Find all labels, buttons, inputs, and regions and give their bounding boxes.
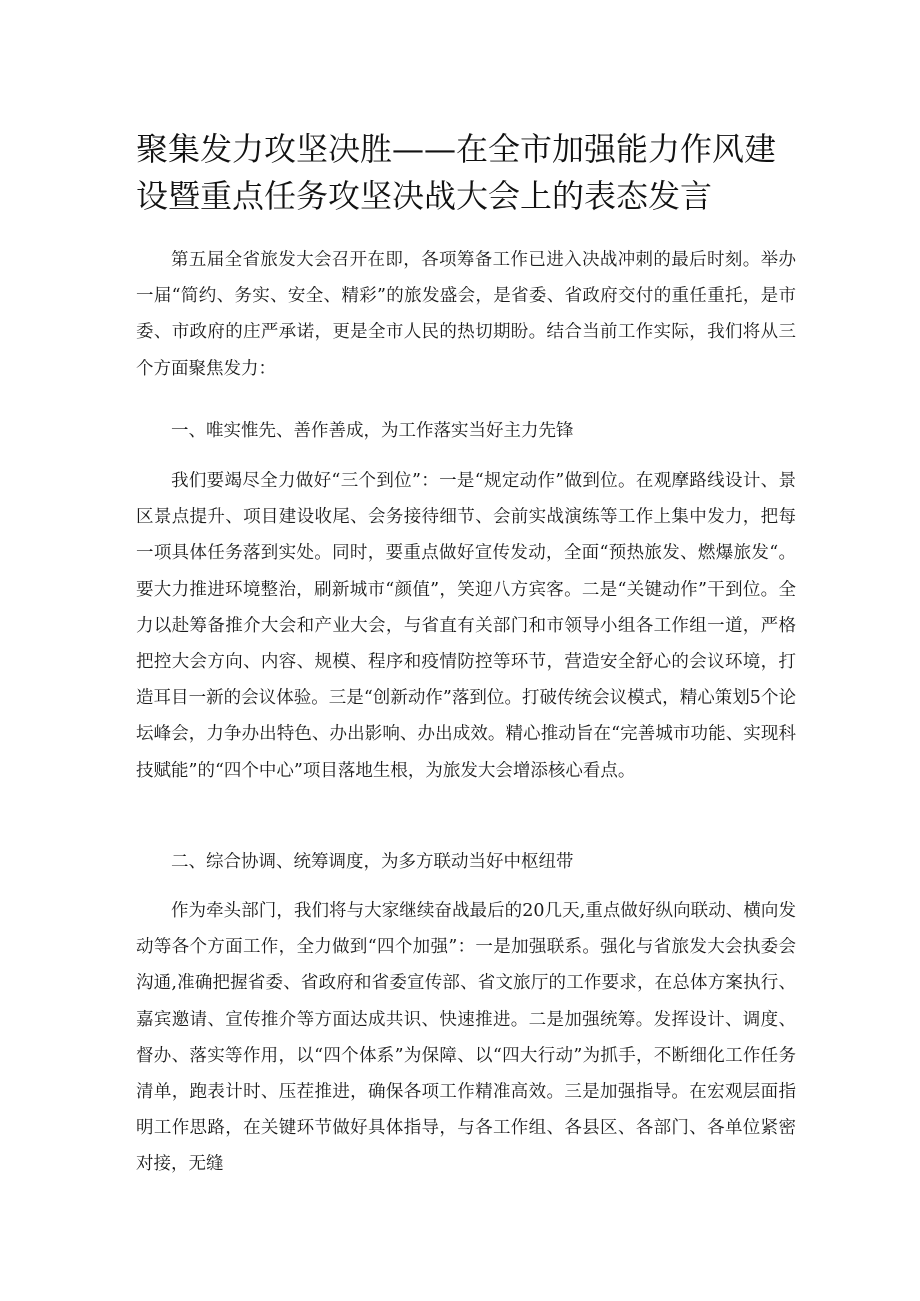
section-2-paragraph: 作为牵头部门，我们将与大家继续奋战最后的20几天,重点做好纵向联动、横向发动等各个方面工作，全力做到“四个加强”：一是加强联系。强化与省旅发大会执委会沟通,准确把握省委、省政府和省委宣传部、省文旅厅的工作要求，在总体方案执行、嘉宾邀请、宣传推介等方面达成共识、快速推进。二是加强统筹。发挥设计、调度、督办、落实等作用，以“四个体系”为保障、以“四大行动”为抓手，不断细化工作任务清单，跑表计时、压茬推进，确保各项工作精准高效。三是加强指导。在宏观层面指明工作思路，在关键环节做好具体指导，与各工作组、各县区、各部门、各单位紧密对接，无缝 bbox=[136, 901, 796, 1175]
intro-paragraph: 第五届全省旅发大会召开在即，各项筹备工作已进入决战冲刺的最后时刻。举办一届“简约、务实、安全、精彩”的旅发盛会，是省委、省政府交付的重任重托，是市委、市政府的庄严承诺，更是全市人民的热切期盼。结合当前工作实际，我们将从三个方面聚焦发力： bbox=[136, 250, 796, 379]
document-title: 聚集发力攻坚决胜——在全市加强能力作风建设暨重点任务攻坚决战大会上的表态发言 bbox=[136, 130, 777, 215]
section-heading-1: 一、唯实惟先、善作善成，为工作落实当好主力先锋 bbox=[171, 421, 574, 441]
section-heading-2: 二、综合协调、统筹调度，为多方联动当好中枢纽带 bbox=[171, 852, 574, 872]
section-1-paragraph: 我们要竭尽全力做好“三个到位”：一是“规定动作”做到位。在观摩路线设计、景区景点提升、项目建设收尾、会务接待细节、会前实战演练等工作上集中发力，把每一项具体任务落到实处。同时，要重点做好宣传发动，全面“预热旅发、燃爆旅发“。要大力推进环境整治，刷新城市“颜值”，笑迎八方宾客。二是“关键动作”干到位。全力以赴筹备推介大会和产业大会，与省直有关部门和市领导小组各工作组一道，严格把控大会方向、内容、规模、程序和疫情防控等环节，营造安全舒心的会议环境，打造耳目一新的会议体验。三是“创新动作”落到位。打破传统会议模式，精心策划5个论坛峰会，力争办出特色、办出影响、办出成效。精心推动旨在“完善城市功能、实现科技赋能”的“四个中心”项目落地生根，为旅发大会增添核心看点。 bbox=[136, 471, 796, 781]
